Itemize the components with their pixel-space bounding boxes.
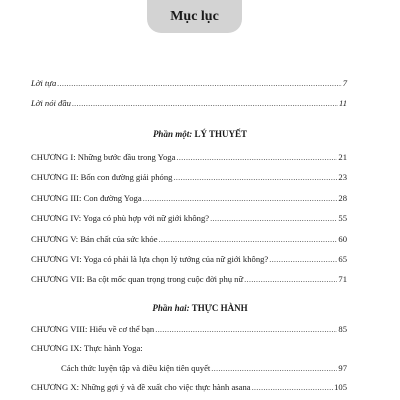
toc-entry-page: 11 [339, 98, 347, 108]
toc-entry-chapter-4[interactable] [31, 213, 347, 224]
dot-leader [159, 234, 338, 245]
part-one-heading [0, 129, 400, 140]
toc-title: Mục lục [170, 8, 219, 24]
dot-leader [143, 193, 338, 204]
part-two-number: Phần hai: [152, 303, 190, 313]
toc-entry-label: Cách thức luyện tập và điều kiện tiên quyết [61, 363, 211, 373]
dot-leader [176, 152, 337, 163]
toc-entry-page: 60 [338, 234, 347, 244]
toc-entry-label: CHƯƠNG I: Những bước đầu trong Yoga [31, 152, 176, 162]
dot-leader [155, 324, 337, 335]
toc-entry-page: 71 [338, 274, 347, 284]
toc-entry-page: 97 [338, 363, 347, 373]
toc-entry-preface[interactable] [31, 78, 347, 89]
dot-leader [57, 78, 341, 89]
toc-entry-page: 55 [338, 213, 347, 223]
dot-leader [210, 213, 337, 224]
toc-entry-label: CHƯƠNG X: Những gợi ý và đề xuất cho việc thực hành asana [31, 382, 251, 392]
toc-entry-label: Lời nói đầu [31, 98, 71, 108]
toc-entry-chapter-2[interactable] [31, 172, 347, 183]
toc-entry-label: CHƯƠNG VI: Yoga có phải là lựa chọn lý tưởng của nữ giới không? [31, 254, 269, 264]
toc-entry-chapter-1[interactable] [31, 152, 347, 163]
toc-entry-label: CHƯƠNG VII: Ba cột mốc quan trọng trong cuộc đời phụ nữ [31, 274, 244, 284]
toc-entry-chapter-9[interactable] [31, 343, 347, 354]
toc-entry-label: CHƯƠNG IX: Thực hành Yoga: [31, 343, 143, 353]
toc-entry-label: CHƯƠNG II: Bốn con đường giải phóng [31, 172, 173, 182]
part-two-name: THỰC HÀNH [191, 303, 248, 313]
toc-entry-page: 65 [338, 254, 347, 264]
toc-entry-label: CHƯƠNG III: Con đường Yoga [31, 193, 142, 203]
toc-entry-label: CHƯƠNG IV: Yoga có phù hợp với nữ giới không? [31, 213, 210, 223]
toc-entry-page: 21 [338, 152, 347, 162]
part-two-heading [0, 303, 400, 314]
toc-entry-introduction[interactable] [31, 98, 347, 109]
toc-entry-chapter-3[interactable] [31, 193, 347, 204]
toc-entry-page: 7 [342, 78, 347, 88]
dot-leader [211, 363, 337, 374]
toc-entry-page: 85 [338, 324, 347, 334]
part-one-name: LÝ THUYẾT [194, 129, 248, 139]
toc-entry-chapter-8[interactable] [31, 324, 347, 335]
toc-entry-chapter-6[interactable] [31, 254, 347, 265]
dot-leader [173, 172, 337, 183]
toc-entry-page: 105 [334, 382, 347, 392]
toc-entry-chapter-5[interactable] [31, 234, 347, 245]
dot-leader [244, 274, 337, 285]
toc-entry-page: 28 [338, 193, 347, 203]
toc-entry-chapter-7[interactable] [31, 274, 347, 285]
dot-leader [269, 254, 337, 265]
toc-entry-chapter-10[interactable] [31, 382, 347, 393]
toc-title-tab [147, 0, 242, 33]
toc-entry-page: 23 [338, 172, 347, 182]
part-one-number: Phần một: [152, 129, 193, 139]
dot-leader [72, 98, 338, 109]
toc-entry-chapter-9-sub[interactable] [61, 363, 347, 374]
dot-leader [252, 382, 334, 393]
toc-entry-label: CHƯƠNG VIII: Hiểu về cơ thể bạn [31, 324, 155, 334]
toc-entry-label: CHƯƠNG V: Bản chất của sức khỏe [31, 234, 158, 244]
toc-entry-label: Lời tựa [31, 78, 57, 88]
